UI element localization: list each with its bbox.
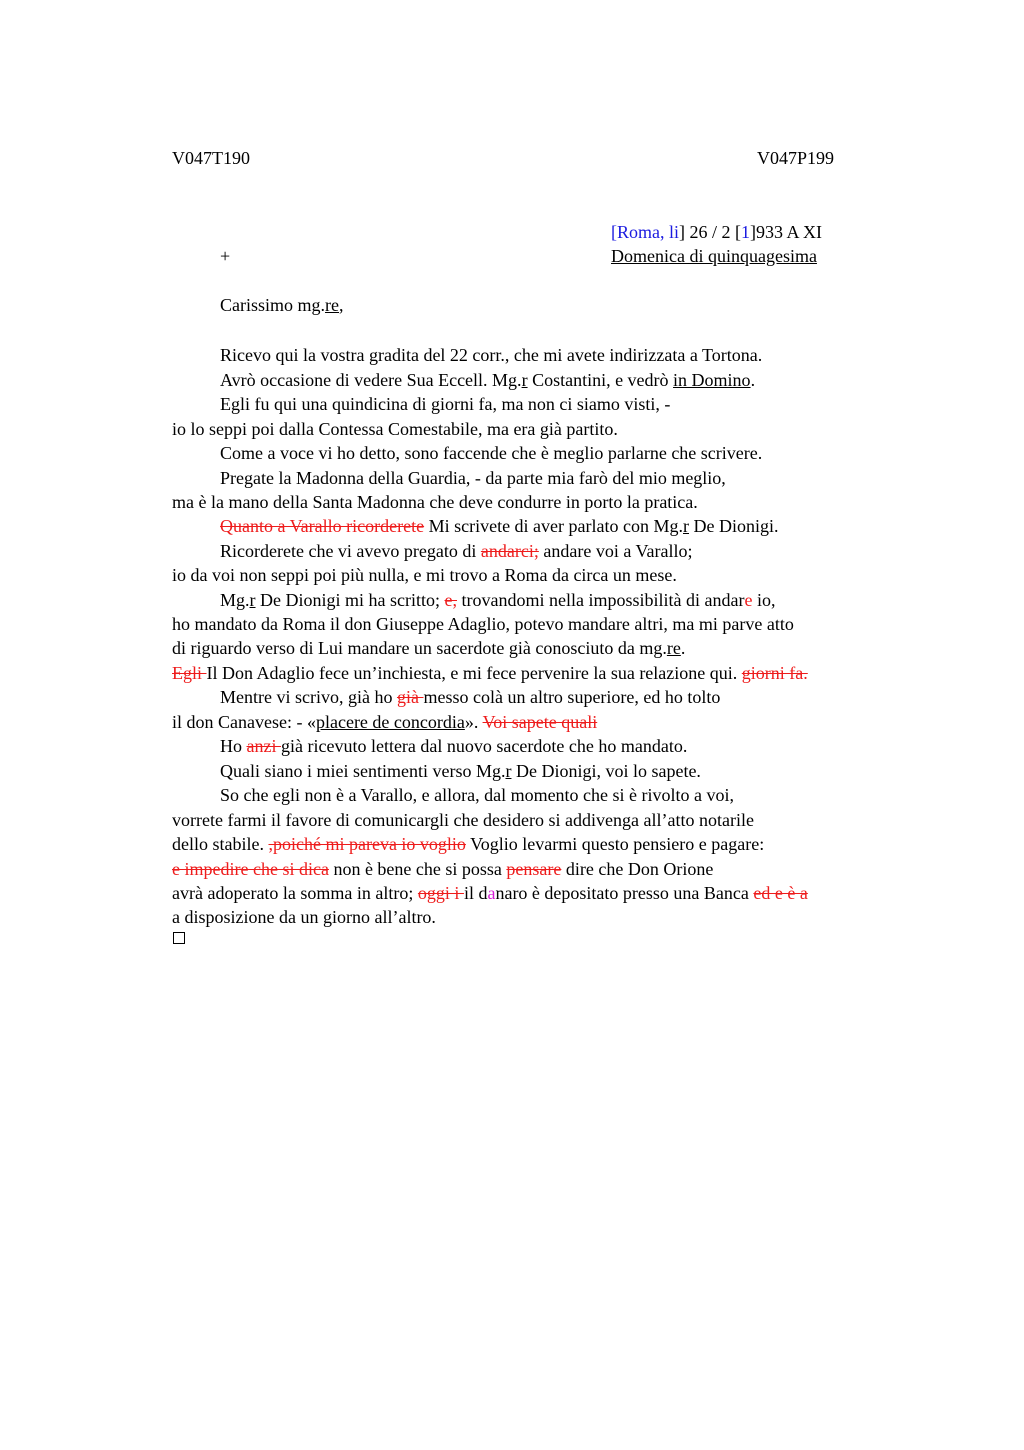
body-line-22: e impedire che si dica non è bene che si possa pensare dire che Don Orione bbox=[172, 859, 714, 879]
body-line-11: Mg.r De Dionigi mi ha scritto; e, trovandomi nella impossibilità di andare io, bbox=[220, 590, 776, 610]
occasion: Domenica di quinquagesima bbox=[611, 246, 817, 266]
header-left-code: V047T190 bbox=[172, 148, 250, 168]
header-right-code: V047P199 bbox=[757, 148, 835, 168]
body-line-5: Come a voce vi ho detto, sono faccende che è meglio parlarne che scrivere. bbox=[220, 443, 763, 463]
body-line-10: io da voi non seppi poi più nulla, e mi trovo a Roma da circa un mese. bbox=[172, 565, 677, 585]
body-line-12: ho mandato da Roma il don Giuseppe Adaglio, potevo mandare altri, ma mi parve atto bbox=[172, 614, 794, 634]
body-line-23: avrà adoperato la somma in altro; oggi i il danaro è depositato presso una Banca ed e è a bbox=[172, 883, 808, 903]
body-line-19: So che egli non è a Varallo, e allora, dal momento che si è rivolto a voi, bbox=[220, 785, 735, 805]
cross-mark: + bbox=[220, 246, 231, 266]
body-line-21: dello stabile. ,poiché mi pareva io voglio Voglio levarmi questo pensiero e pagare: bbox=[172, 834, 765, 854]
body-line-6: Pregate la Madonna della Guardia, - da parte mia farò del mio meglio, bbox=[220, 468, 726, 488]
dateline-date: ] 26 / 2 [ bbox=[679, 222, 741, 242]
body-line-9: Ricorderete che vi avevo pregato di andarci; andare voi a Varallo; bbox=[220, 541, 693, 561]
salutation: Carissimo mg.re, bbox=[220, 295, 344, 315]
body-line-24: a disposizione da un giorno all’altro. bbox=[172, 907, 436, 927]
body-line-3: Egli fu qui una quindicina di giorni fa, ma non ci siamo visti, - bbox=[220, 394, 671, 414]
dateline-year-rest: ]933 A XI bbox=[750, 222, 822, 242]
body-line-1: Ricevo qui la vostra gradita del 22 corr., che mi avete indirizzata a Tortona. bbox=[220, 345, 763, 365]
body-line-15: Mentre vi scrivo, già ho già messo colà un altro superiore, ed ho tolto bbox=[220, 687, 721, 707]
body-line-8: Quanto a Varallo ricorderete Mi scrivete di aver parlato con Mg.r De Dionigi. bbox=[220, 516, 779, 536]
body-line-7: ma è la mano della Santa Madonna che deve condurre in porto la pratica. bbox=[172, 492, 698, 512]
dateline-bracket: [ bbox=[611, 222, 617, 242]
body-line-4: io lo seppi poi dalla Contessa Comestabile, ma era già partito. bbox=[172, 419, 618, 439]
dateline-place: Roma, li bbox=[617, 222, 679, 242]
body-line-13: di riguardo verso di Lui mandare un sacerdote già conosciuto da mg.re. bbox=[172, 638, 686, 658]
dateline bbox=[611, 222, 822, 243]
body-line-2: Avrò occasione di vedere Sua Eccell. Mg.r Costantini, e vedrò in Domino. bbox=[220, 370, 756, 390]
body-line-18: Quali siano i miei sentimenti verso Mg.r De Dionigi, voi lo sapete. bbox=[220, 761, 701, 781]
body-line-20: vorrete farmi il favore di comunicargli che desidero si addivenga all’atto notarile bbox=[172, 810, 754, 830]
dateline-year-digit: 1 bbox=[741, 222, 750, 242]
body-line-17: Ho anzi già ricevuto lettera dal nuovo sacerdote che ho mandato. bbox=[220, 736, 688, 756]
end-marker-square bbox=[173, 932, 185, 944]
body-line-14: Egli Il Don Adaglio fece un’inchiesta, e mi fece pervenire la sua relazione qui. giorni fa. bbox=[172, 663, 808, 683]
body-line-16: il don Canavese: - «placere de concordia». Voi sapete quali bbox=[172, 712, 598, 732]
